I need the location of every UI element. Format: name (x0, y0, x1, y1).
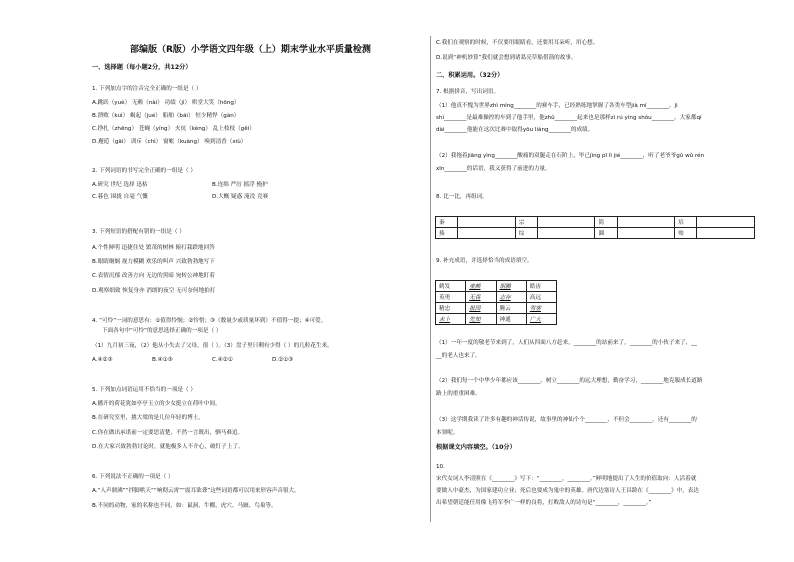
q4-stem: 4. “可怜”一词的意思有：①值得怜悯；②怜惜；③（数量少或质量坏到）不值得一提；④可爱。 (92, 318, 327, 324)
q4-option: D.②①③ (272, 357, 294, 363)
table-row (436, 228, 755, 239)
q5-stem: 5. 下列加点词语运用不恰当的一项是（ ） (92, 387, 196, 393)
section-1-heading: 一、选择题（每小题2分，共12分） (92, 64, 192, 71)
q9-table (435, 280, 557, 325)
q7-p2-line: （2）我拖着jiāng yìng________酸痛的双腿走在石阶上，毕已jìng pī lì jié________，听了老爷爷gǔ wǔ rén (436, 153, 705, 159)
char-cell: 赔 (675, 228, 697, 239)
idiom-fill: 未卜 (436, 314, 466, 325)
char-cell: 揍 (436, 228, 458, 239)
q1-option: A.跳跃（yuè） 无赖（nài） 功绩（jì） 哄堂大笑（hōng） (92, 100, 240, 106)
answer-cell[interactable] (458, 217, 516, 228)
q9-fill-line: （3）这学期我读了许多有趣的神话传说，故事里的神仙个个________，不但会________，还有________的 (436, 417, 697, 423)
idiom-part: 高远 (526, 292, 556, 303)
q9-stem: 9. 补充成语，并选择恰当的成语填空。 (436, 258, 533, 264)
page-title: 部编版（R版）小学语文四年级（上）期末学业水平质量检测 (130, 45, 371, 55)
q7-p2-line: xīn________的话语，我又获得了前进的力量。 (436, 166, 551, 172)
q10-line: 宋代女词人李清照在《________》写下：“________，________。”鲜明地提出了人生的价值取向：人活着就 (436, 476, 697, 482)
q9-fill-line: （2）我们每一个中华少年都应该________，树立________的远大理想，勤奋学习，________地克服成长道路 (436, 378, 703, 384)
q6-option: B.不同的动物，家的名称也不同，如：鼠洞、牛棚、虎穴、马厩、鸟巢等。 (92, 503, 277, 509)
answer-cell[interactable] (537, 228, 595, 239)
q10-line: 要做人中豪杰，为国家建功立业；死后也要成为鬼中的英雄。唐代边塞诗人王昌龄在《________》中，表达 (436, 488, 699, 494)
q5-option: C.你在做出承诺前一定要思清楚，不然一言既出，驷马难追。 (92, 430, 244, 436)
answer-cell[interactable] (697, 217, 755, 228)
idiom-fill: 童颜 (466, 281, 496, 292)
idiom-part: 腾云 (496, 303, 526, 314)
table-row (436, 292, 557, 303)
answer-cell[interactable] (617, 228, 675, 239)
table-row (436, 303, 557, 314)
q1-stem: 1. 下列加点字的注音完全正确的一组是（ ） (92, 86, 202, 92)
q3-option: B.眼睛炯炯 视力模糊 欢乐的叫声 兴致勃勃地写下 (92, 259, 215, 265)
q4-option: C.④②① (212, 357, 233, 363)
char-cell: 宗 (515, 217, 537, 228)
idiom-part: 精忠 (436, 303, 466, 314)
q6-stem: 6. 下列说法不正确的一项是（ ） (92, 474, 174, 480)
idiom-fill: 朋鹏 (496, 281, 526, 292)
q9-fill-line: 本领呢。 (436, 430, 459, 436)
q4-sentences: （1）九月初三夜，（2）他从小失去了父母，很（ ）。（3）盘子里只剩有少得（ ）的几粒花生米。 (92, 343, 333, 349)
idiom-fill: 先知 (466, 314, 496, 325)
q3-stem: 3. 下列短语的搭配有错的一组是（ ） (92, 229, 185, 235)
q2-option: B.连绵 严厉 摇浮 掩护 (212, 182, 268, 188)
answer-cell[interactable] (537, 217, 595, 228)
section-2-heading: 二、积累运用。（32分） (436, 72, 504, 79)
q2-stem: 2. 下列词语的书写完全正确的一组是（ ） (92, 168, 196, 174)
idiom-fill: 志存 (496, 292, 526, 303)
idiom-fill: 无畏 (466, 292, 496, 303)
idiom-part: 鹤发 (436, 281, 466, 292)
idiom-part: 英勇 (436, 292, 466, 303)
q2-option: C.暮色 围拢 自毫 气慨 (92, 194, 148, 200)
idiom-fill: 驾雾 (526, 303, 556, 314)
q2-option: D.大概 疑惑 淹没 竞赛 (212, 194, 269, 200)
q7-p1-line: （1）他真不愧为世界zhì míng________的赛车手，已经熟练地掌握了各类车型jià mí________。jì (436, 103, 678, 109)
table-row (436, 217, 755, 228)
q1-option: B.溃败（kuì） 蝎起（jué） 船舶（bái） 恒少精悍（gàn） (92, 113, 240, 119)
q7-p1-line: shì________是最难操控的车到了他手里，他zhǔ________起来也是那样zì rú yíng shǒu________。大家都qí (436, 115, 702, 121)
char-cell: 简 (595, 217, 617, 228)
q5-option: A.播开的荷花犹如亭亭玉立的少女挺立在荷叶中间。 (92, 401, 221, 407)
q9-fill-line: 路上的重重困难。 (436, 391, 481, 397)
q5-option: D.在大家兴致勃勃讨论时，就他极多人不介心，破钉子上了。 (92, 444, 244, 450)
answer-cell[interactable] (697, 228, 755, 239)
q3-option: A.个性鲜明 迅捷住处 繁茂的树林 俯打栽跌地回答 (92, 245, 215, 251)
answer-cell[interactable] (458, 228, 516, 239)
q7-stem: 7. 根据拼音，写出词语。 (436, 89, 500, 95)
q10-stem: 10. (436, 464, 445, 470)
q10-line: 出希望朝廷能任用像飞将军李广一样的良将，打败敌人的诗句是“________，________。” (436, 500, 652, 506)
char-cell: 培 (675, 217, 697, 228)
q3-option: C.表情沉郁 改善方向 无边的黑暗 宛转公神地盯着 (92, 273, 215, 279)
idiom-fill: 报国 (466, 303, 496, 314)
q4-option: B.④①③ (152, 357, 173, 363)
q7-p1-line: dài________他能在这次比赛中取得yōu liáng________的成绩。 (436, 127, 594, 133)
q1-option: D.邂逅（gāi） 训斥（chì） 窗帐（kuàng） 嗅到清香（xiù） (92, 139, 247, 145)
q2-option: A.研究 世纪 选择 迅枯 (92, 182, 148, 188)
q9-fill-line: __的老人也来了。 (436, 353, 481, 359)
q4-option: A.④②③ (92, 357, 113, 363)
char-cell: 综 (515, 228, 537, 239)
table-row (436, 314, 557, 325)
q8-table (435, 216, 755, 239)
q1-option: C.挣扎（zhēng） 苍蝇（yíng） 火炕（kèng） 乱上枝枝（gěi） (92, 126, 255, 132)
char-cell: 秦 (436, 217, 458, 228)
q4-stem-2: 下面各句中“可怜”的意思选择正确的一项是（ ） (102, 328, 222, 334)
q8-stem: 8. 比一比，再组词。 (436, 194, 488, 200)
char-cell: 圜 (595, 228, 617, 239)
q9-fill-line: （1）一年一度的敬老节来到了，人们从四面八方赶来，________的站前来了，________的小伙子来了，__ (436, 340, 697, 346)
table-row (436, 281, 557, 292)
answer-cell[interactable] (617, 217, 675, 228)
q5-option: B.在研究室里，挑大梁的是几位年轻的博士。 (92, 415, 204, 421)
idiom-part: 皓齿 (526, 281, 556, 292)
column-divider (430, 36, 431, 522)
idiom-fill: 广大 (526, 314, 556, 325)
idiom-part: 神通 (496, 314, 526, 325)
section-3-heading: 根据课文内容填空。（10分） (436, 444, 516, 451)
q6-option: A.“人声鼎沸”“拌脚哄天”“响彻云霄”“震耳欲聋”这些词语都可以用来形容声音很大。 (92, 488, 300, 494)
q6-option-d: D.说到“神机妙算”我们就会想到诸葛亮草船借箭的故事。 (436, 55, 577, 61)
q6-option-c: C.我们在观察的时候，不仅要用眼睛看，还要用耳朵听，用心想。 (436, 40, 599, 46)
q3-option: D.观察细致 恢复身亦 消朗的夜空 无可奈何地拍打 (92, 288, 216, 294)
